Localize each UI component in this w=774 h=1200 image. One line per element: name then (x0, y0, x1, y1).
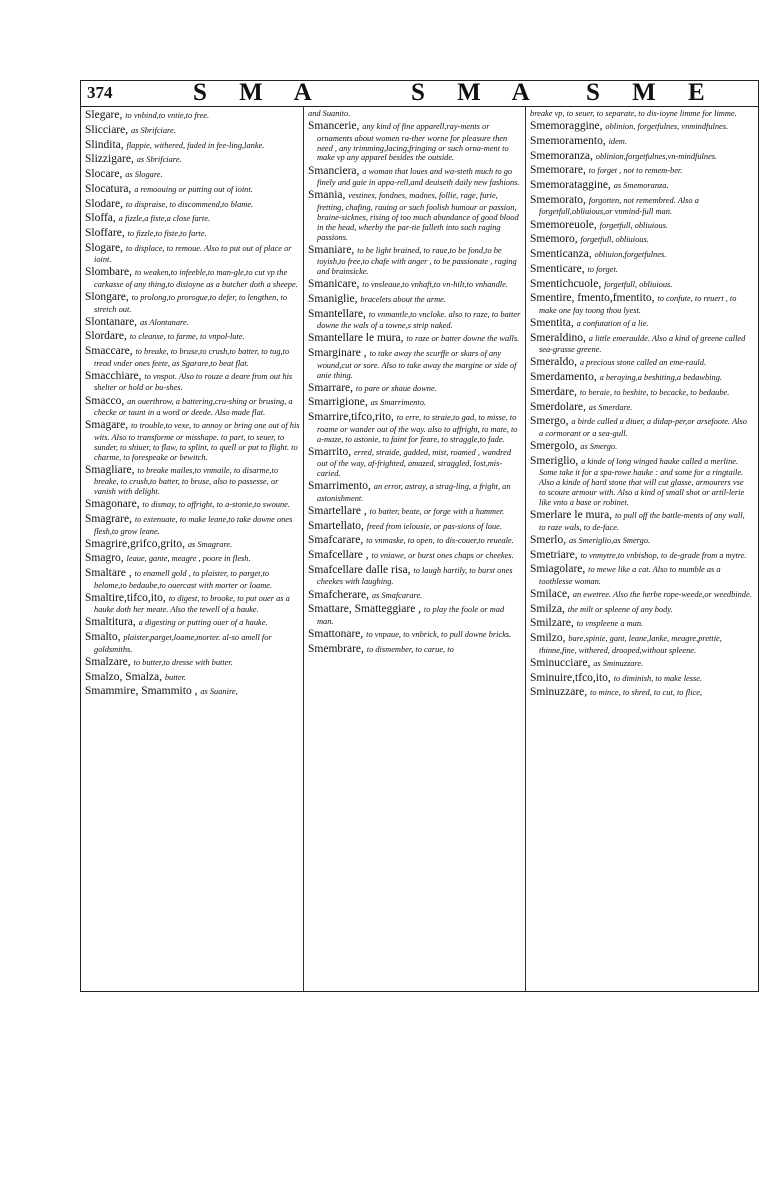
entry-headword: Smentichcuole, (530, 277, 605, 290)
dictionary-entry (530, 632, 752, 655)
dictionary-entry (308, 347, 522, 380)
page-number: 374 (87, 83, 113, 102)
entry-definition: to vnsleaue,to vnhaft,to vn-hilt,to vnhandle. (362, 280, 508, 290)
dictionary-entry (308, 564, 522, 587)
dictionary-entry (530, 278, 752, 292)
header-guide-center: S M A (411, 79, 543, 106)
dictionary-entry (530, 386, 752, 400)
entry-definition: a little emeraulde. Also a kind of greene called sea-grasse greene. (539, 333, 746, 355)
entry-headword: Smentita, (530, 316, 577, 329)
dictionary-entry (308, 244, 522, 277)
entry-headword: Smeraldino, (530, 331, 589, 344)
entry-headword: Smerdamento, (530, 371, 600, 384)
entry-headword: Sminucciare, (530, 656, 594, 669)
dictionary-column-3 (530, 109, 752, 987)
entry-headword: Slordare, (85, 330, 130, 343)
entry-headword: Slicciare, (85, 123, 131, 136)
dictionary-entry (530, 219, 752, 233)
dictionary-entry (85, 538, 300, 552)
entry-definition: to pare or shaue downe. (355, 383, 437, 393)
header-guide-right: S M E (586, 79, 718, 106)
dictionary-entry (530, 109, 752, 119)
dictionary-entry (85, 198, 300, 212)
entry-headword: Smafcarare, (308, 534, 367, 547)
entry-headword: Smacco, (85, 394, 128, 407)
entry-headword: Smeriglio, (530, 454, 582, 467)
entry-definition: as Sbrifciare. (130, 125, 176, 135)
entry-definition: to displace, to remoue. Also to put out of place or ioint. (94, 243, 292, 265)
dictionary-entry (530, 164, 752, 178)
dictionary-entry (85, 316, 300, 330)
dictionary-entry (308, 603, 522, 626)
dictionary-entry (85, 498, 300, 512)
entry-headword: Smaniare, (308, 243, 358, 256)
entry-headword: Slogare, (85, 241, 126, 254)
dictionary-entry (308, 480, 522, 503)
entry-headword: Smenticanza, (530, 248, 595, 260)
entry-headword: Smafcellare , (308, 549, 372, 562)
dictionary-entry (308, 534, 522, 548)
dictionary-entry (85, 567, 300, 590)
entry-definition: to vnbind,to vntie,to free. (125, 111, 210, 120)
entry-definition: to diminish, to make lesse. (613, 673, 703, 683)
entry-definition: a beraying,a beshiting,a bedawbing. (599, 373, 722, 383)
dictionary-entry (530, 371, 752, 385)
running-header (81, 81, 758, 107)
entry-headword: Slocatura, (85, 182, 135, 195)
entry-headword: Sloffare, (85, 227, 128, 239)
entry-headword: Smammire, Smammito , (85, 685, 201, 698)
dictionary-entry (308, 520, 522, 534)
entry-headword: Slocare, (85, 168, 126, 180)
dictionary-entry (530, 603, 752, 617)
dictionary-entry (530, 120, 752, 134)
entry-headword: Sloffa, (85, 212, 119, 225)
dictionary-entry (308, 278, 522, 292)
entry-definition: to vnmaske, to open, to dis-couer,to reueale. (366, 536, 514, 546)
entry-definition: to weaken,to infeeble,to man-gle,to cut vp the carkasse of any thing,to disioyne as a butcher doth a sheepe. (94, 268, 298, 289)
entry-headword: Smiagolare, (530, 563, 589, 576)
dictionary-entry (530, 686, 752, 700)
entry-definition: to confute, to reuert , to make one fay toong thou lyest. (539, 294, 737, 315)
dictionary-entry (85, 464, 300, 497)
entry-definition: to enamell gold , to plaister, to parget,to belome,to bedaube,to ouercast with morter or loame. (94, 569, 273, 590)
entry-definition: a remoouing or putting out of ioint. (134, 184, 253, 194)
entry-headword: Smemorato, (530, 193, 589, 206)
entry-definition: oblinion, forgetfulnes, vnmindfulnes. (605, 122, 729, 132)
entry-definition: to trouble,to vexe, to annoy or bring one out of his wits. Also to transforme or misshape. to part, to seuer, to sunder, to shiuer, to flaw, to splint, to quell or put to flight. to charme, to forespeake or bewitch. (94, 421, 300, 462)
dictionary-entry (85, 266, 300, 289)
entry-headword: Slontanare, (85, 315, 140, 328)
entry-headword: Smartellare , (308, 504, 370, 517)
entry-definition: as Smafcarare. (371, 590, 423, 600)
dictionary-entry (85, 109, 300, 123)
entry-definition: to vnspleene a man. (576, 619, 644, 629)
dictionary-entry (530, 563, 752, 586)
dictionary-entry (530, 440, 752, 454)
entry-headword: Smarrito, (308, 445, 354, 458)
dictionary-entry (530, 509, 752, 532)
dictionary-entry (85, 616, 300, 630)
entry-headword: Smetriare, (530, 548, 581, 561)
entry-headword: Smagonare, (85, 498, 143, 511)
dictionary-entry (85, 395, 300, 418)
entry-headword: Smilace, (530, 587, 573, 600)
entry-definition: to extenuate, to make leane,to take downe ones flesh,to grow leane. (94, 514, 293, 536)
entry-definition: to erre, to straie,to gad, to misse, to roame or wander out of the way. also to affright, to mate, to a-maze, to astonie, to faint for feare, to straggle,to fade. (317, 413, 518, 444)
entry-headword: Smerdare, (530, 385, 580, 398)
entry-headword: Sminuzzare, (530, 686, 591, 699)
entry-headword: Smattare, Smatteggiare , (308, 603, 424, 616)
entry-headword: Smerdolare, (530, 400, 589, 413)
dictionary-entry (530, 534, 752, 548)
entry-definition: the milt or spleene of any body. (567, 604, 673, 614)
entry-headword: Smanicare, (308, 278, 363, 291)
entry-definition: forgetfull, obliuious. (580, 235, 649, 245)
entry-definition: as Sbrifciare. (136, 155, 182, 165)
entry-definition: to mewe like a cat. Also to mumble as a toothlesse woman. (539, 565, 721, 586)
dictionary-entry (308, 308, 522, 331)
entry-definition: plaister,parget,loame,morter. al-so amell for goldsmiths. (94, 633, 272, 654)
entry-definition: a fizzle,a fiste,a close farte. (118, 214, 211, 224)
entry-headword: Smagrire,grifco,grito, (85, 537, 188, 550)
entry-definition: to vnspot. Also to rouze a deare from out his shelter or hold or bu-shes. (94, 371, 293, 393)
entry-headword: Smagare, (85, 419, 131, 432)
entry-definition: butter. (164, 672, 187, 682)
dictionary-entry (308, 382, 522, 396)
entry-definition: to raze or batter downe the walls. (406, 334, 520, 344)
dictionary-entry (85, 183, 300, 197)
dictionary-entry (308, 189, 522, 242)
entry-headword: Smania, (308, 189, 349, 202)
entry-definition: any kind of fine apparell,ray-ments or ornaments about women ra-ther worne for pleasure then need , any trimming,lacing,fringing or such orna-ment to make vp any apparel besides the outside. (317, 122, 509, 163)
entry-definition: obliuion,forgetfulnes. (594, 250, 667, 259)
entry-definition: a woman that loues and wa-steth much to go finely and gaie in appa-rell,and deuiseth daily new fashions. (317, 166, 520, 188)
entry-definition: to laugh hartily, to burst ones cheekes with laughing. (317, 565, 513, 587)
entry-definition: to beraie, to beshite, to becacke, to bedaube. (579, 387, 730, 397)
entry-headword: Smancerie, (308, 120, 363, 133)
dictionary-entry (85, 330, 300, 344)
entry-definition: breake vp, to seuer, to separate, to dis-ioyne limme for limme. (530, 109, 737, 118)
entry-definition: to breake mailes,to vnmaile, to disarme,to breake, to crush,to batter, to bruse, also to passesse, or vanish with delight. (94, 465, 279, 497)
dictionary-entry (85, 291, 300, 314)
entry-definition: vestines, fondnes, madnes, follie, rage, furie, fretting, chafing, rauing or such foolish humour or passion, braine-sicknes, rising of too much abundance of good blood in the head, wherby the par-tie falleth into such raging passions. (317, 191, 519, 242)
entry-definition: as Slogare. (125, 170, 163, 179)
dictionary-entry (85, 656, 300, 670)
entry-definition: to vniawe, or burst ones chaps or cheekes. (371, 551, 514, 561)
entry-definition: to forget , not to remem-ber. (588, 166, 683, 176)
entry-headword: Smaltire,tifco,ito, (85, 591, 169, 604)
entry-definition: to vnmytre,to vnbishop, to de-grade from a mytre. (580, 550, 747, 560)
dictionary-entry (85, 592, 300, 615)
entry-definition: to digest, to brooke, to put ouer as a hauke doth her meate. Also the tewell of a hauke. (94, 593, 290, 615)
entry-definition: as Smarrimento. (370, 398, 426, 408)
entry-definition: to breake, to bruse,to crush,to batter, to tug,to tread vnder ones feete, as Sgarare,to beat flat. (94, 347, 290, 368)
dictionary-entry (308, 628, 522, 642)
dictionary-entry (530, 401, 752, 415)
entry-definition: to take away the scurffe or skars of any wound,cut or sore. Also to take away the margine or side of anie thing. (317, 349, 517, 380)
entry-headword: Smemoraggine, (530, 120, 606, 133)
entry-definition: to dismember, to carue, to (366, 644, 454, 654)
entry-definition: an ouerthrow, a battering,cru-shing or brusing, a checke or taunt in a word or deede. Also made flat. (94, 396, 293, 418)
dictionary-entry (308, 293, 522, 307)
dictionary-entry (530, 617, 752, 631)
dictionary-entry (85, 370, 300, 393)
entry-definition: forgetfull, obliuious. (604, 279, 673, 289)
dictionary-entry (85, 212, 300, 226)
entry-headword: Smarrigione, (308, 396, 371, 409)
dictionary-entry (530, 194, 752, 217)
entry-headword: Smaltitura, (85, 616, 139, 629)
dictionary-entry (530, 455, 752, 508)
dictionary-entry (85, 168, 300, 182)
entry-definition: as Sminuzzare. (593, 658, 644, 668)
entry-definition: oblinion,forgetfulnes,vn-mindfulnes. (595, 151, 718, 161)
entry-definition: an error, astray, a strag-ling, a fright, an astonishment. (317, 482, 511, 503)
dictionary-entry (530, 263, 752, 277)
dictionary-entry (530, 657, 752, 671)
entry-definition: leaue, gante, meagre , poore in flesh. (126, 554, 251, 564)
entry-headword: Smafcellare dalle risa, (308, 563, 414, 576)
entry-definition: a digesting or putting ouer of a hauke. (138, 618, 268, 628)
entry-headword: Smilzo, (530, 632, 569, 645)
dictionary-entry (308, 589, 522, 603)
dictionary-entry (85, 419, 300, 462)
entry-definition: freed from ielousie, or pas-sions of loue. (366, 521, 502, 531)
entry-definition: to vnpaue, to vnbrick, to pull downe bricks. (366, 629, 512, 639)
entry-headword: Sminuire,tfco,ito, (530, 671, 614, 684)
page-frame (80, 80, 759, 992)
entry-headword: Smantellare le mura, (308, 332, 407, 345)
entry-headword: Smafcherare, (308, 588, 372, 601)
dictionary-entry (85, 513, 300, 536)
dictionary-entry (85, 552, 300, 566)
dictionary-entry (85, 631, 300, 654)
entry-definition: to pull off the battle-ments of any wall, to raze wals, to de-face. (539, 511, 745, 532)
entry-definition: to cleanse, to farme, to vnpol-lute. (129, 332, 245, 342)
dictionary-column-1 (85, 109, 300, 987)
entry-headword: Smarrare, (308, 381, 356, 394)
dictionary-entry (85, 242, 300, 265)
entry-definition: forgetfull, obliuious. (599, 220, 668, 230)
entry-headword: Smarrire,tifco,rito, (308, 411, 397, 424)
entry-headword: Smilza, (530, 602, 568, 615)
entry-headword: Smerlo, (530, 533, 569, 546)
entry-definition: as Smagrare. (187, 539, 233, 549)
entry-headword: Smaniglie, (308, 292, 361, 305)
entry-definition: as Smemoranza. (613, 181, 669, 191)
dictionary-entry (85, 124, 300, 138)
entry-headword: Smemoramento, (530, 134, 609, 147)
column-rule-1 (303, 107, 304, 991)
entry-definition: to fizzle,to fiste,to farte. (127, 229, 207, 238)
entry-definition: to vnmantle,to vncloke. also to raze, to batter downe the wals of a towne,s strip naked. (317, 309, 521, 331)
dictionary-entry (85, 153, 300, 167)
dictionary-entry (530, 332, 752, 355)
entry-headword: Smattonare, (308, 627, 367, 640)
entry-headword: Smemorare, (530, 164, 589, 177)
dictionary-entry (530, 415, 752, 438)
entry-headword: Smemoranza, (530, 149, 596, 162)
entry-definition: as Suanire, (200, 687, 238, 697)
entry-definition: bracelets about the arme. (360, 294, 446, 304)
dictionary-column-2 (308, 109, 522, 987)
entry-definition: to dismay, to affright, to a-stonie,to swoune. (142, 500, 290, 510)
entry-definition: a confutation of a lie. (576, 318, 649, 328)
dictionary-entry (308, 396, 522, 410)
dictionary-entry (308, 165, 522, 188)
dictionary-entry (308, 120, 522, 163)
header-guide-left: S M A (193, 79, 325, 106)
entry-definition: as Smerdare. (588, 402, 633, 412)
dictionary-entry (530, 150, 752, 164)
dictionary-entry (85, 139, 300, 153)
entry-headword: Smerlare le mura, (530, 509, 615, 522)
entry-headword: Smalzare, (85, 655, 134, 668)
dictionary-entry (530, 356, 752, 370)
entry-definition: to batter, beate, or forge with a hammer. (369, 506, 505, 516)
entry-headword: Smemoreuole, (530, 218, 600, 231)
entry-headword: Smilzare, (530, 617, 577, 630)
dictionary-entry (530, 248, 752, 262)
entry-definition: a precious stone called an eme-rauld. (579, 358, 707, 368)
dictionary-entry (308, 109, 522, 119)
dictionary-entry (308, 411, 522, 444)
dictionary-entry (85, 671, 300, 685)
entry-definition: as Smeriglio,as Smergo. (568, 535, 651, 545)
dictionary-entry (308, 549, 522, 563)
entry-headword: Smagliare, (85, 463, 138, 476)
entry-headword: Smemoro, (530, 233, 581, 246)
dictionary-entry (85, 685, 300, 699)
dictionary-entry (530, 588, 752, 602)
entry-headword: Smalzo, Smalza, (85, 670, 165, 683)
entry-headword: Smagrare, (85, 512, 135, 525)
entry-headword: Slegare, (85, 109, 126, 121)
entry-definition: as Smergo. (580, 441, 618, 451)
dictionary-entry (530, 233, 752, 247)
entry-definition: erred, straide, gadded, mist, roamed , wandred out of the way, af-frighted, amazed, straggled, lost,mis-caried. (317, 447, 512, 479)
entry-headword: Smenticare, (530, 262, 588, 275)
entry-definition: forgotten, not remembred. Also a forgetfull,obliuious,or vnmind-full man. (539, 195, 699, 217)
entry-headword: Smartellato, (308, 519, 367, 532)
entry-definition: to dispraise, to discommend,to blame. (125, 199, 254, 209)
entry-headword: Smantellare, (308, 307, 369, 320)
entry-headword: Smergo, (530, 415, 572, 428)
entry-definition: flappie, withered, faded in fee-ling,lanke. (126, 140, 265, 150)
entry-definition: to be light brained, to raue,to be fond,to be toyish,to free,to chafe with anger , to be passionate , raging and brainsicke. (317, 245, 517, 277)
entry-definition: an ewetree. Also the herbe rope-weede,or weedbinde. (572, 589, 752, 599)
entry-definition: to prolong,to prorogue,to defer, to lengthen, to stretch out. (94, 293, 288, 314)
entry-headword: Smanciera, (308, 164, 363, 177)
entry-headword: Smeraldo, (530, 356, 580, 369)
dictionary-entry (530, 549, 752, 563)
entry-headword: Smacchiare, (85, 369, 145, 382)
dictionary-entry (85, 345, 300, 368)
dictionary-entry (530, 135, 752, 149)
entry-definition: bare,spinie, gant, leane,lanke, meagre,prettie, thinne,fine, withered, drooped,without spleene. (539, 634, 722, 655)
entry-headword: Smarrimento, (308, 480, 374, 493)
dictionary-entry (85, 227, 300, 241)
entry-definition: to play the foole or mad man. (317, 605, 505, 626)
dictionary-entry (530, 672, 752, 686)
entry-headword: Slindita, (85, 138, 127, 151)
entry-headword: Slombare, (85, 266, 135, 279)
entry-headword: Smembrare, (308, 642, 367, 655)
dictionary-entry (308, 446, 522, 479)
entry-definition: and Suanito. (308, 109, 351, 118)
entry-headword: Smaltare , (85, 567, 135, 580)
entry-headword: Smemorataggine, (530, 179, 614, 192)
column-rule-2 (525, 107, 526, 991)
entry-definition: a kinde of long winged hauke called a merline. Some take it for a spa-rowe hauke : and some for a ringtaile. Also a kinde of hard stone that will cut glasse, armourers vse to scoure armour with. Also a kind of small shot or artil-lerie like vnto a base or robinet. (539, 456, 745, 507)
dictionary-entry (308, 332, 522, 346)
entry-definition: to mince, to shred, to cut, to flice, (590, 688, 703, 698)
entry-headword: Slizzigare, (85, 153, 137, 166)
entry-definition: to butter,to dresse with butter. (133, 657, 233, 667)
dictionary-entry (530, 179, 752, 193)
entry-definition: to forget. (587, 264, 618, 274)
dictionary-entry (308, 643, 522, 657)
entry-definition: idem. (608, 136, 627, 146)
entry-headword: Smaccare, (85, 345, 136, 358)
entry-definition: as Alontanare. (139, 317, 189, 327)
entry-headword: Smarginare , (308, 347, 370, 360)
dictionary-entry (530, 317, 752, 331)
entry-headword: Smagro, (85, 552, 127, 565)
entry-definition: a birde called a diuer, a didap-per,or arsefoote. Also a cormorant or a sea-gull. (539, 417, 747, 438)
dictionary-entry (530, 292, 752, 315)
entry-headword: Slodare, (85, 197, 126, 210)
entry-headword: Smergolo, (530, 439, 581, 452)
entry-headword: Slongare, (85, 291, 132, 304)
entry-headword: Smentire, fmento,fmentito, (530, 292, 658, 305)
dictionary-entry (308, 505, 522, 519)
entry-headword: Smalto, (85, 631, 124, 644)
